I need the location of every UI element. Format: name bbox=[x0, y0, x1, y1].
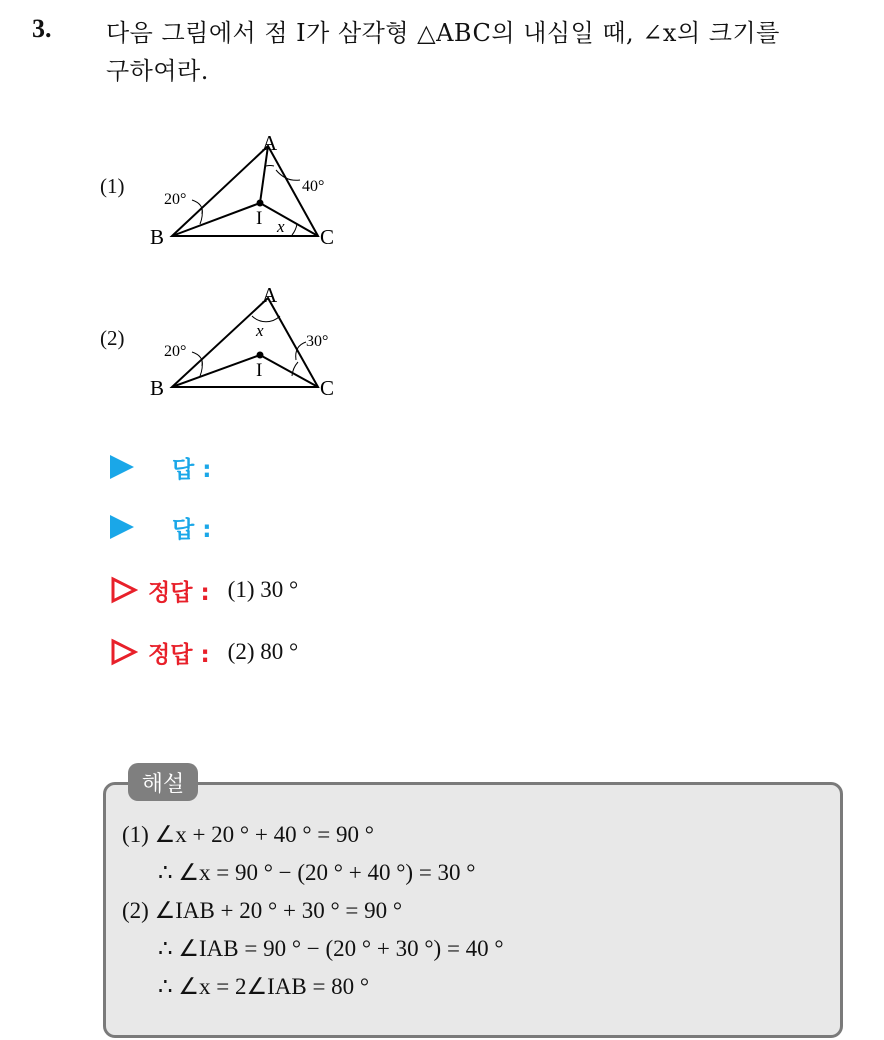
correct-answer-label-1: 정답 : bbox=[148, 579, 210, 606]
vertex-b-2: B bbox=[150, 376, 165, 400]
angle-b-label-2: 20° bbox=[164, 343, 187, 360]
answer-row-1 bbox=[110, 450, 229, 484]
explanation-line-1: (1) ∠x + 20 ° + 40 ° = 90 ° bbox=[122, 822, 374, 847]
outline-triangle-icon bbox=[110, 576, 138, 604]
triangle-figure-2 bbox=[140, 280, 350, 405]
answer-label-2: 답 : bbox=[172, 516, 212, 543]
question-text-line1: 다음 그림에서 점 I가 삼각형 △ABC의 내심일 때, ∠x의 크기를 bbox=[106, 19, 780, 47]
triangle-abc-2 bbox=[172, 298, 318, 387]
vertex-c-2: C bbox=[320, 376, 335, 400]
figure-1 bbox=[140, 128, 350, 257]
vertex-c-1: C bbox=[320, 225, 335, 249]
explanation-line-2: ∴ ∠x = 90 ° − (20 ° + 40 °) = 30 ° bbox=[158, 860, 476, 885]
correct-answer-row-2 bbox=[110, 635, 298, 669]
correct-answer-value-1: (1) 30 ° bbox=[227, 577, 299, 602]
explanation-tab: 해설 bbox=[128, 763, 198, 801]
answer-row-2 bbox=[110, 510, 229, 544]
angle-x-label-1: x bbox=[277, 217, 285, 236]
vertex-a-2: A bbox=[262, 283, 278, 307]
play-triangle-icon bbox=[110, 515, 134, 539]
angle-x-label-2: x bbox=[256, 321, 264, 340]
explanation-line-4: ∴ ∠IAB = 90 ° − (20 ° + 30 °) = 40 ° bbox=[158, 936, 504, 961]
angle-a-label-1: 40° bbox=[302, 178, 325, 195]
correct-answer-row-1 bbox=[110, 573, 298, 607]
figure-2-label: (2) bbox=[100, 326, 125, 350]
question-number: 3. bbox=[32, 14, 52, 43]
explanation-line-3: (2) ∠IAB + 20 ° + 30 ° = 90 ° bbox=[122, 898, 403, 923]
angle-b-label-1: 20° bbox=[164, 191, 187, 208]
leader-a-1 bbox=[276, 170, 300, 180]
question-text-line2: 구하여라. bbox=[106, 57, 209, 85]
figure-2 bbox=[140, 280, 350, 409]
question-text bbox=[106, 14, 866, 90]
angle-c-label-2: 30° bbox=[306, 333, 329, 350]
triangle-figure-1 bbox=[140, 128, 350, 253]
incenter-label-2: I bbox=[256, 360, 263, 381]
outline-triangle-icon bbox=[110, 638, 138, 666]
incenter-label-1: I bbox=[256, 208, 263, 229]
incenter-dot-1 bbox=[257, 200, 264, 207]
vertex-b-1: B bbox=[150, 225, 165, 249]
answer-label-1: 답 : bbox=[172, 456, 212, 483]
correct-answer-value-2: (2) 80 ° bbox=[227, 639, 299, 664]
vertex-a-1: A bbox=[262, 131, 278, 155]
arc-c-1 bbox=[292, 224, 297, 235]
explanation-line-5: ∴ ∠x = 2∠IAB = 80 ° bbox=[158, 974, 370, 999]
figure-1-label: (1) bbox=[100, 174, 125, 198]
correct-answer-label-2: 정답 : bbox=[148, 641, 210, 668]
incenter-dot-2 bbox=[257, 352, 264, 359]
play-triangle-icon bbox=[110, 455, 134, 479]
